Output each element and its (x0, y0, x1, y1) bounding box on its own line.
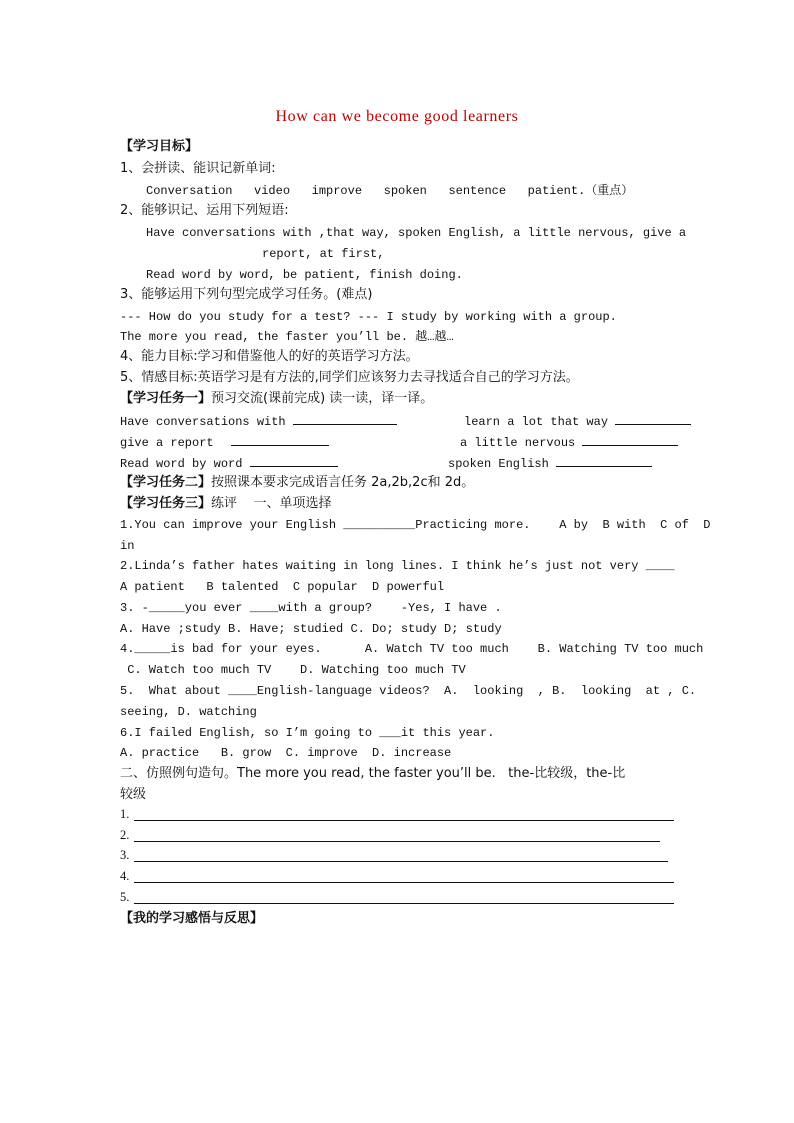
reflection-heading: 【我的学习感悟与反思】 (120, 911, 264, 926)
answer-blank[interactable] (615, 412, 691, 425)
question-3: 3. -_____you ever ____with a group? -Yes, I have . (120, 601, 502, 615)
sentence-line[interactable] (134, 861, 668, 862)
answer-blank[interactable] (250, 454, 338, 467)
question-1: 1.You can improve your English __________Practicing more. A by B with C of D (120, 518, 711, 532)
answer-blank[interactable] (231, 433, 329, 446)
question-5-cont: seeing, D. watching (120, 705, 257, 719)
task-3-heading: 【学习任务三】 (120, 496, 212, 511)
goal-5: 5、情感目标:英语学习是有方法的,同学们应该努力去寻找适合自己的学习方法。 (120, 370, 579, 385)
sentence-number: 5. (120, 890, 130, 904)
phrase-row-2-right (460, 433, 678, 452)
sentence-number: 3. (120, 848, 130, 862)
task-1-heading: 【学习任务一】 (120, 391, 212, 406)
question-6: 6.I failed English, so I’m going to ___it this year. (120, 726, 495, 740)
goal-2-line-2: report, at first, (262, 247, 385, 261)
phrase-item: a little nervous (460, 436, 576, 450)
phrase-item: Have conversations with (120, 415, 286, 429)
goal-1-words: Conversation video improve spoken sentence patient.（重点） (146, 184, 634, 198)
question-6-options: A. practice B. grow C. improve D. increase (120, 746, 452, 760)
goal-4: 4、能力目标:学习和借鉴他人的好的英语学习方法。 (120, 349, 419, 364)
goal-2-label: 2、能够识记、运用下列短语: (120, 203, 289, 218)
task-2-header (120, 474, 474, 492)
goal-3-label: 3、能够运用下列句型完成学习任务。(难点) (120, 287, 373, 302)
task-3-instruction: 练评 一、单项选择 (211, 496, 332, 511)
goal-2-line-3: Read word by word, be patient, finish doing. (146, 268, 463, 282)
phrase-item: spoken English (448, 457, 549, 471)
sentence-number: 4. (120, 869, 130, 883)
sentence-line[interactable] (134, 903, 674, 904)
goal-2-line-1: Have conversations with ,that way, spoken English, a little nervous, give a (146, 226, 687, 240)
goal-3-line-2: The more you read, the faster you’ll be. 越…越… (120, 330, 454, 344)
goal-1-label: 1、会拼读、能识记新单词: (120, 161, 276, 176)
question-3-options: A. Have ;study B. Have; studied C. Do; study D; study (120, 622, 502, 636)
phrase-item: Read word by word (120, 457, 243, 471)
task-1-header (120, 390, 433, 408)
task-2-instruction: 按照课本要求完成语言任务 2a,2b,2c和 2d。 (211, 475, 475, 490)
question-5: 5. What about ____English-language videos? A. looking , B. looking at , C. (120, 684, 697, 698)
phrase-row-1-right (464, 412, 691, 431)
task-2-heading: 【学习任务二】 (120, 475, 212, 490)
answer-blank[interactable] (556, 454, 652, 467)
phrase-row-1-left (120, 412, 397, 431)
phrase-row-3-left (120, 454, 338, 473)
question-4: 4._____is bad for your eyes. A. Watch TV too much B. Watching TV too much (120, 642, 704, 656)
phrase-item: learn a lot that way (464, 415, 609, 429)
question-2-options: A patient B talented C popular D powerful (120, 580, 445, 594)
task-1-instruction: 预习交流(课前完成) 读一读，译一译。 (211, 391, 434, 406)
phrase-row-3-right (448, 454, 652, 473)
question-4-options: C. Watch too much TV D. Watching too much TV (120, 663, 466, 677)
sentence-line[interactable] (134, 841, 660, 842)
part-2-heading-cont: 较级 (120, 787, 147, 802)
sentence-line[interactable] (134, 882, 674, 883)
phrase-row-2-left (120, 433, 329, 452)
question-2: 2.Linda’s father hates waiting in long lines. I think he’s just not very ____ (120, 559, 675, 573)
sentence-number: 1. (120, 807, 130, 821)
task-3-header (120, 495, 332, 513)
answer-blank[interactable] (293, 412, 397, 425)
question-1-cont: in (120, 539, 135, 553)
answer-blank[interactable] (582, 433, 678, 446)
phrase-item: give a report (120, 436, 214, 450)
sentence-line[interactable] (134, 820, 674, 821)
page-title: How can we become good learners (275, 108, 519, 125)
sentence-number: 2. (120, 828, 130, 842)
goal-3-line-1: --- How do you study for a test? --- I study by working with a group. (120, 310, 617, 324)
goals-heading: 【学习目标】 (120, 139, 199, 154)
part-2-heading: 二、仿照例句造句。The more you read, the faster you’ll be. the-比较级，the-比 (120, 766, 626, 781)
